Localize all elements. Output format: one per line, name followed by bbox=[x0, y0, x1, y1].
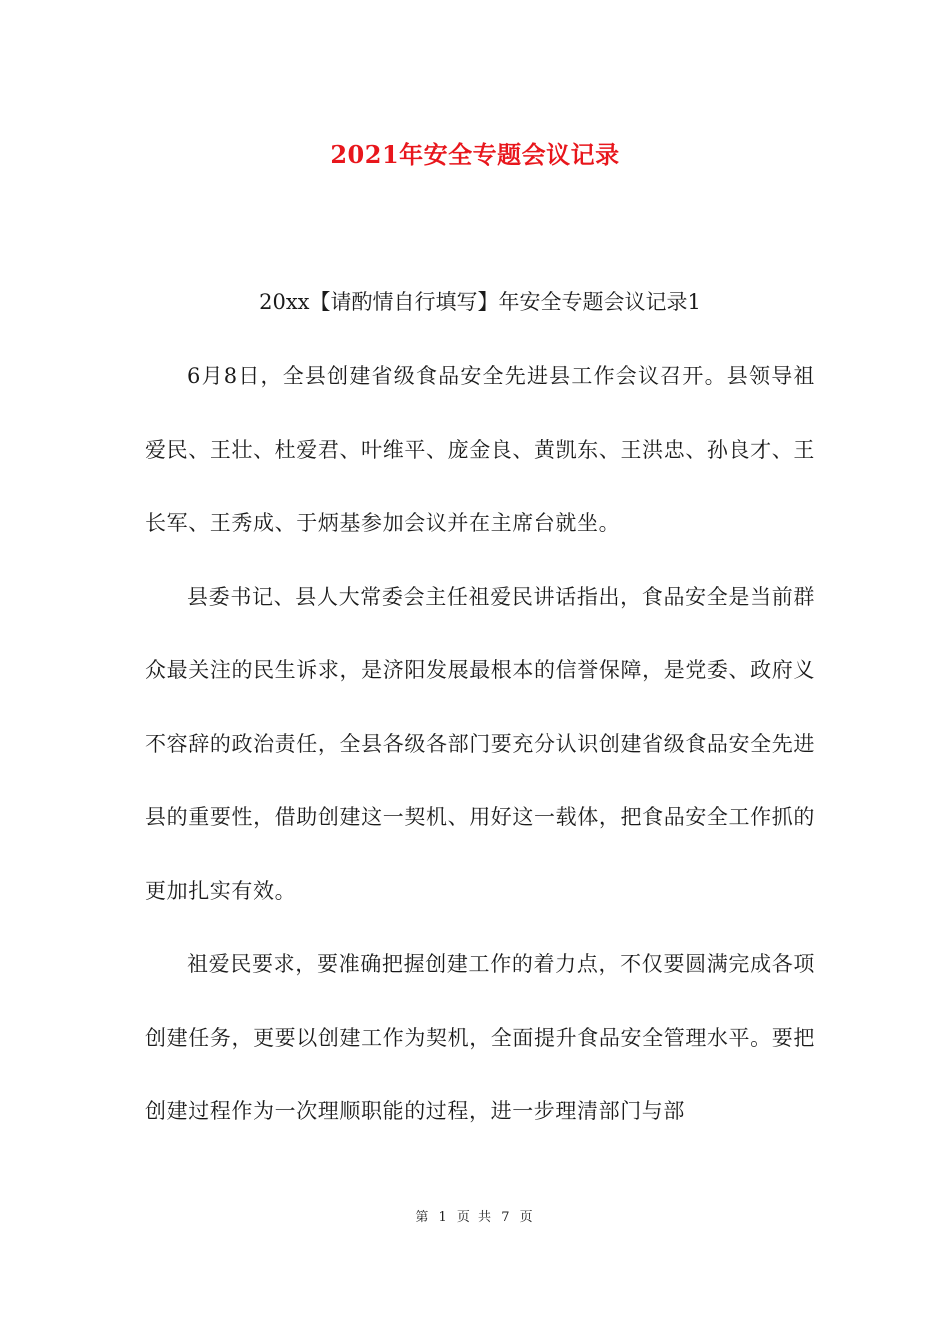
page-footer bbox=[0, 1208, 950, 1228]
footer-total-pages: 7 bbox=[501, 1210, 512, 1225]
document-body bbox=[145, 265, 815, 1149]
footer-page-number: 1 bbox=[438, 1210, 449, 1225]
paragraph-2: 县委书记、县人大常委会主任祖爱民讲话指出，食品安全是当前群众最关注的民生诉求，是济阳发展最根本的信誉保障，是党委、政府义不容辞的政治责任，全县各级各部门要充分认识创建省级食品安全先进县的重要性，借助创建这一契机、用好这一载体，把食品安全工作抓的更加扎实有效。 bbox=[145, 584, 815, 903]
footer-middle: 页 共 bbox=[456, 1210, 494, 1225]
section-subheading: 20xx【请酌情自行填写】年安全专题会议记录1 bbox=[259, 290, 701, 314]
footer-prefix: 第 bbox=[415, 1210, 431, 1225]
footer-suffix: 页 bbox=[519, 1210, 535, 1225]
paragraph-3: 祖爱民要求，要准确把握创建工作的着力点，不仅要圆满完成各项创建任务，更要以创建工作为契机，全面提升食品安全管理水平。要把创建过程作为一次理顺职能的过程，进一步理清部门与部 bbox=[145, 952, 815, 1123]
document-title: 2021年安全专题会议记录 bbox=[330, 140, 620, 169]
paragraph-1: 6月8日，全县创建省级食品安全先进县工作会议召开。县领导祖爱民、王壮、杜爱君、叶维平、庞金良、黄凯东、王洪忠、孙良才、王长军、王秀成、于炳基参加会议并在主席台就坐。 bbox=[145, 364, 815, 535]
